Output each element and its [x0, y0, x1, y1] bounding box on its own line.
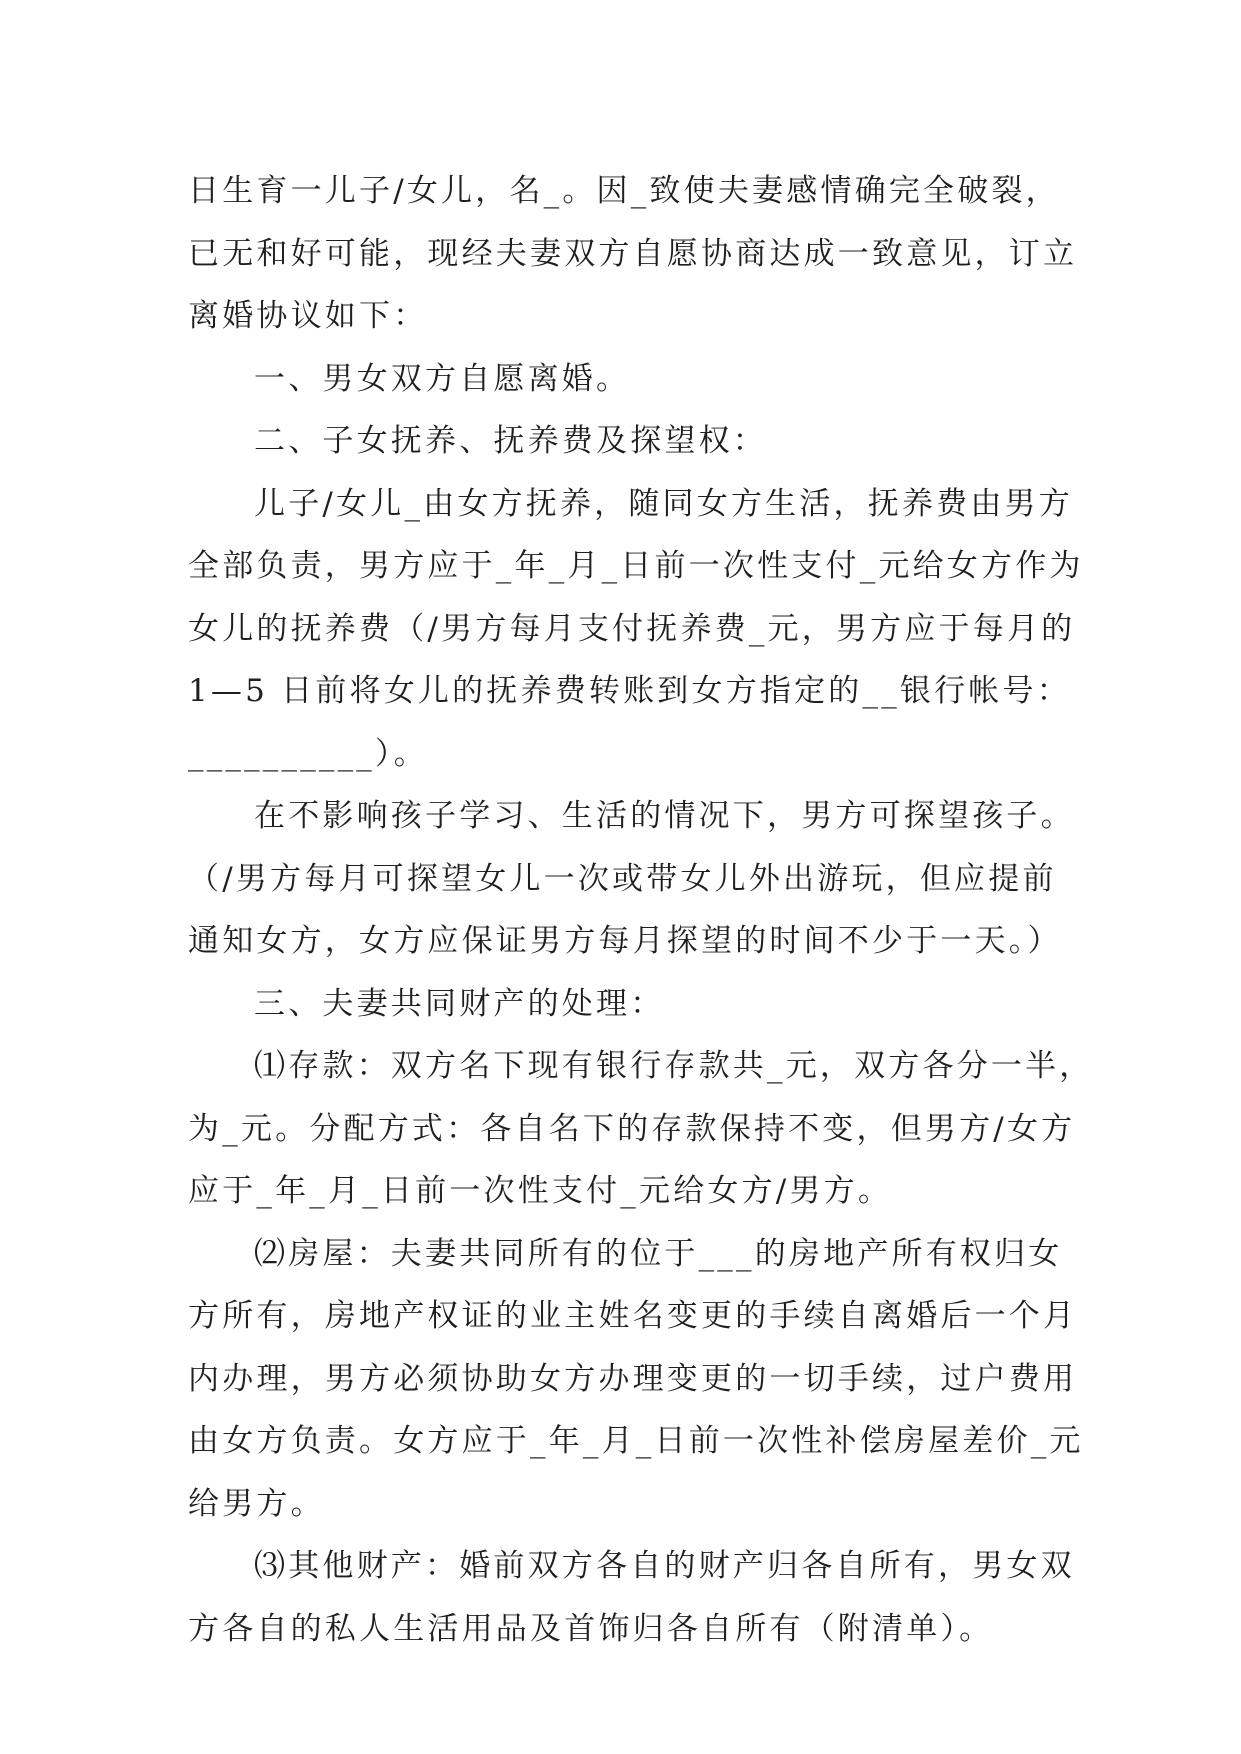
text-line: 已无和好可能，现经夫妻双方自愿协商达成一致意见，订立: [188, 235, 1078, 272]
text-line: （/男方每月可探望女儿一次或带女儿外出游玩，但应提前: [188, 860, 1057, 897]
text-line: 方各自的私人生活用品及首饰归各自所有（附清单）。: [188, 1610, 994, 1647]
text-line: 全部负责，男方应于_年_月_日前一次性支付_元给女方作为: [188, 548, 1084, 584]
text-line: 在不影响孩子学习、生活的情况下，男方可探望孩子。: [254, 798, 1075, 834]
text-line: 离婚协议如下：: [188, 298, 428, 334]
text-line: 应于_年_月_日前一次性支付_元给女方/男方。: [188, 1173, 893, 1209]
document-body: [188, 160, 1094, 1660]
text-line: ⑵房屋：夫妻共同所有的位于___的房地产所有权归女: [254, 1235, 1063, 1272]
section-heading: 二、子女抚养、抚养费及探望权：: [254, 423, 767, 459]
text-line: 儿子/女儿_由女方抚养，随同女方生活，抚养费由男方: [254, 485, 1073, 522]
section-heading: 一、男女双方自愿离婚。: [254, 360, 631, 397]
text-line: 内办理，男方必须协助女方办理变更的一切手续，过户费用: [188, 1360, 1078, 1397]
text-line: __________）。: [188, 735, 428, 772]
text-line: 女儿的抚养费（/男方每月支付抚养费_元，男方应于每月的: [188, 610, 1076, 647]
text-line: 给男方。: [188, 1485, 325, 1522]
text-line: 日生育一儿子/女儿，名_。因_致使夫妻感情确完全破裂，: [188, 173, 1060, 209]
text-line: ⑶其他财产：婚前双方各自的财产归各自所有，男女双: [254, 1548, 1075, 1584]
text-line: ⑴存款：双方名下现有银行存款共_元，双方各分一半，: [254, 1048, 1094, 1084]
section-heading: 三、夫妻共同财产的处理：: [254, 985, 665, 1022]
text-line: 通知女方，女方应保证男方每月探望的时间不少于一天。）: [188, 923, 1062, 959]
text-line: 方所有，房地产权证的业主姓名变更的手续自离婚后一个月: [188, 1298, 1078, 1334]
text-line: 由女方负责。女方应于_年_月_日前一次性补偿房屋差价_元: [188, 1423, 1084, 1459]
text-line: 1—5 日前将女儿的抚养费转账到女方指定的__银行帐号：: [188, 673, 1071, 709]
text-line: 为_元。分配方式：各自名下的存款保持不变，但男方/女方: [188, 1110, 1076, 1147]
